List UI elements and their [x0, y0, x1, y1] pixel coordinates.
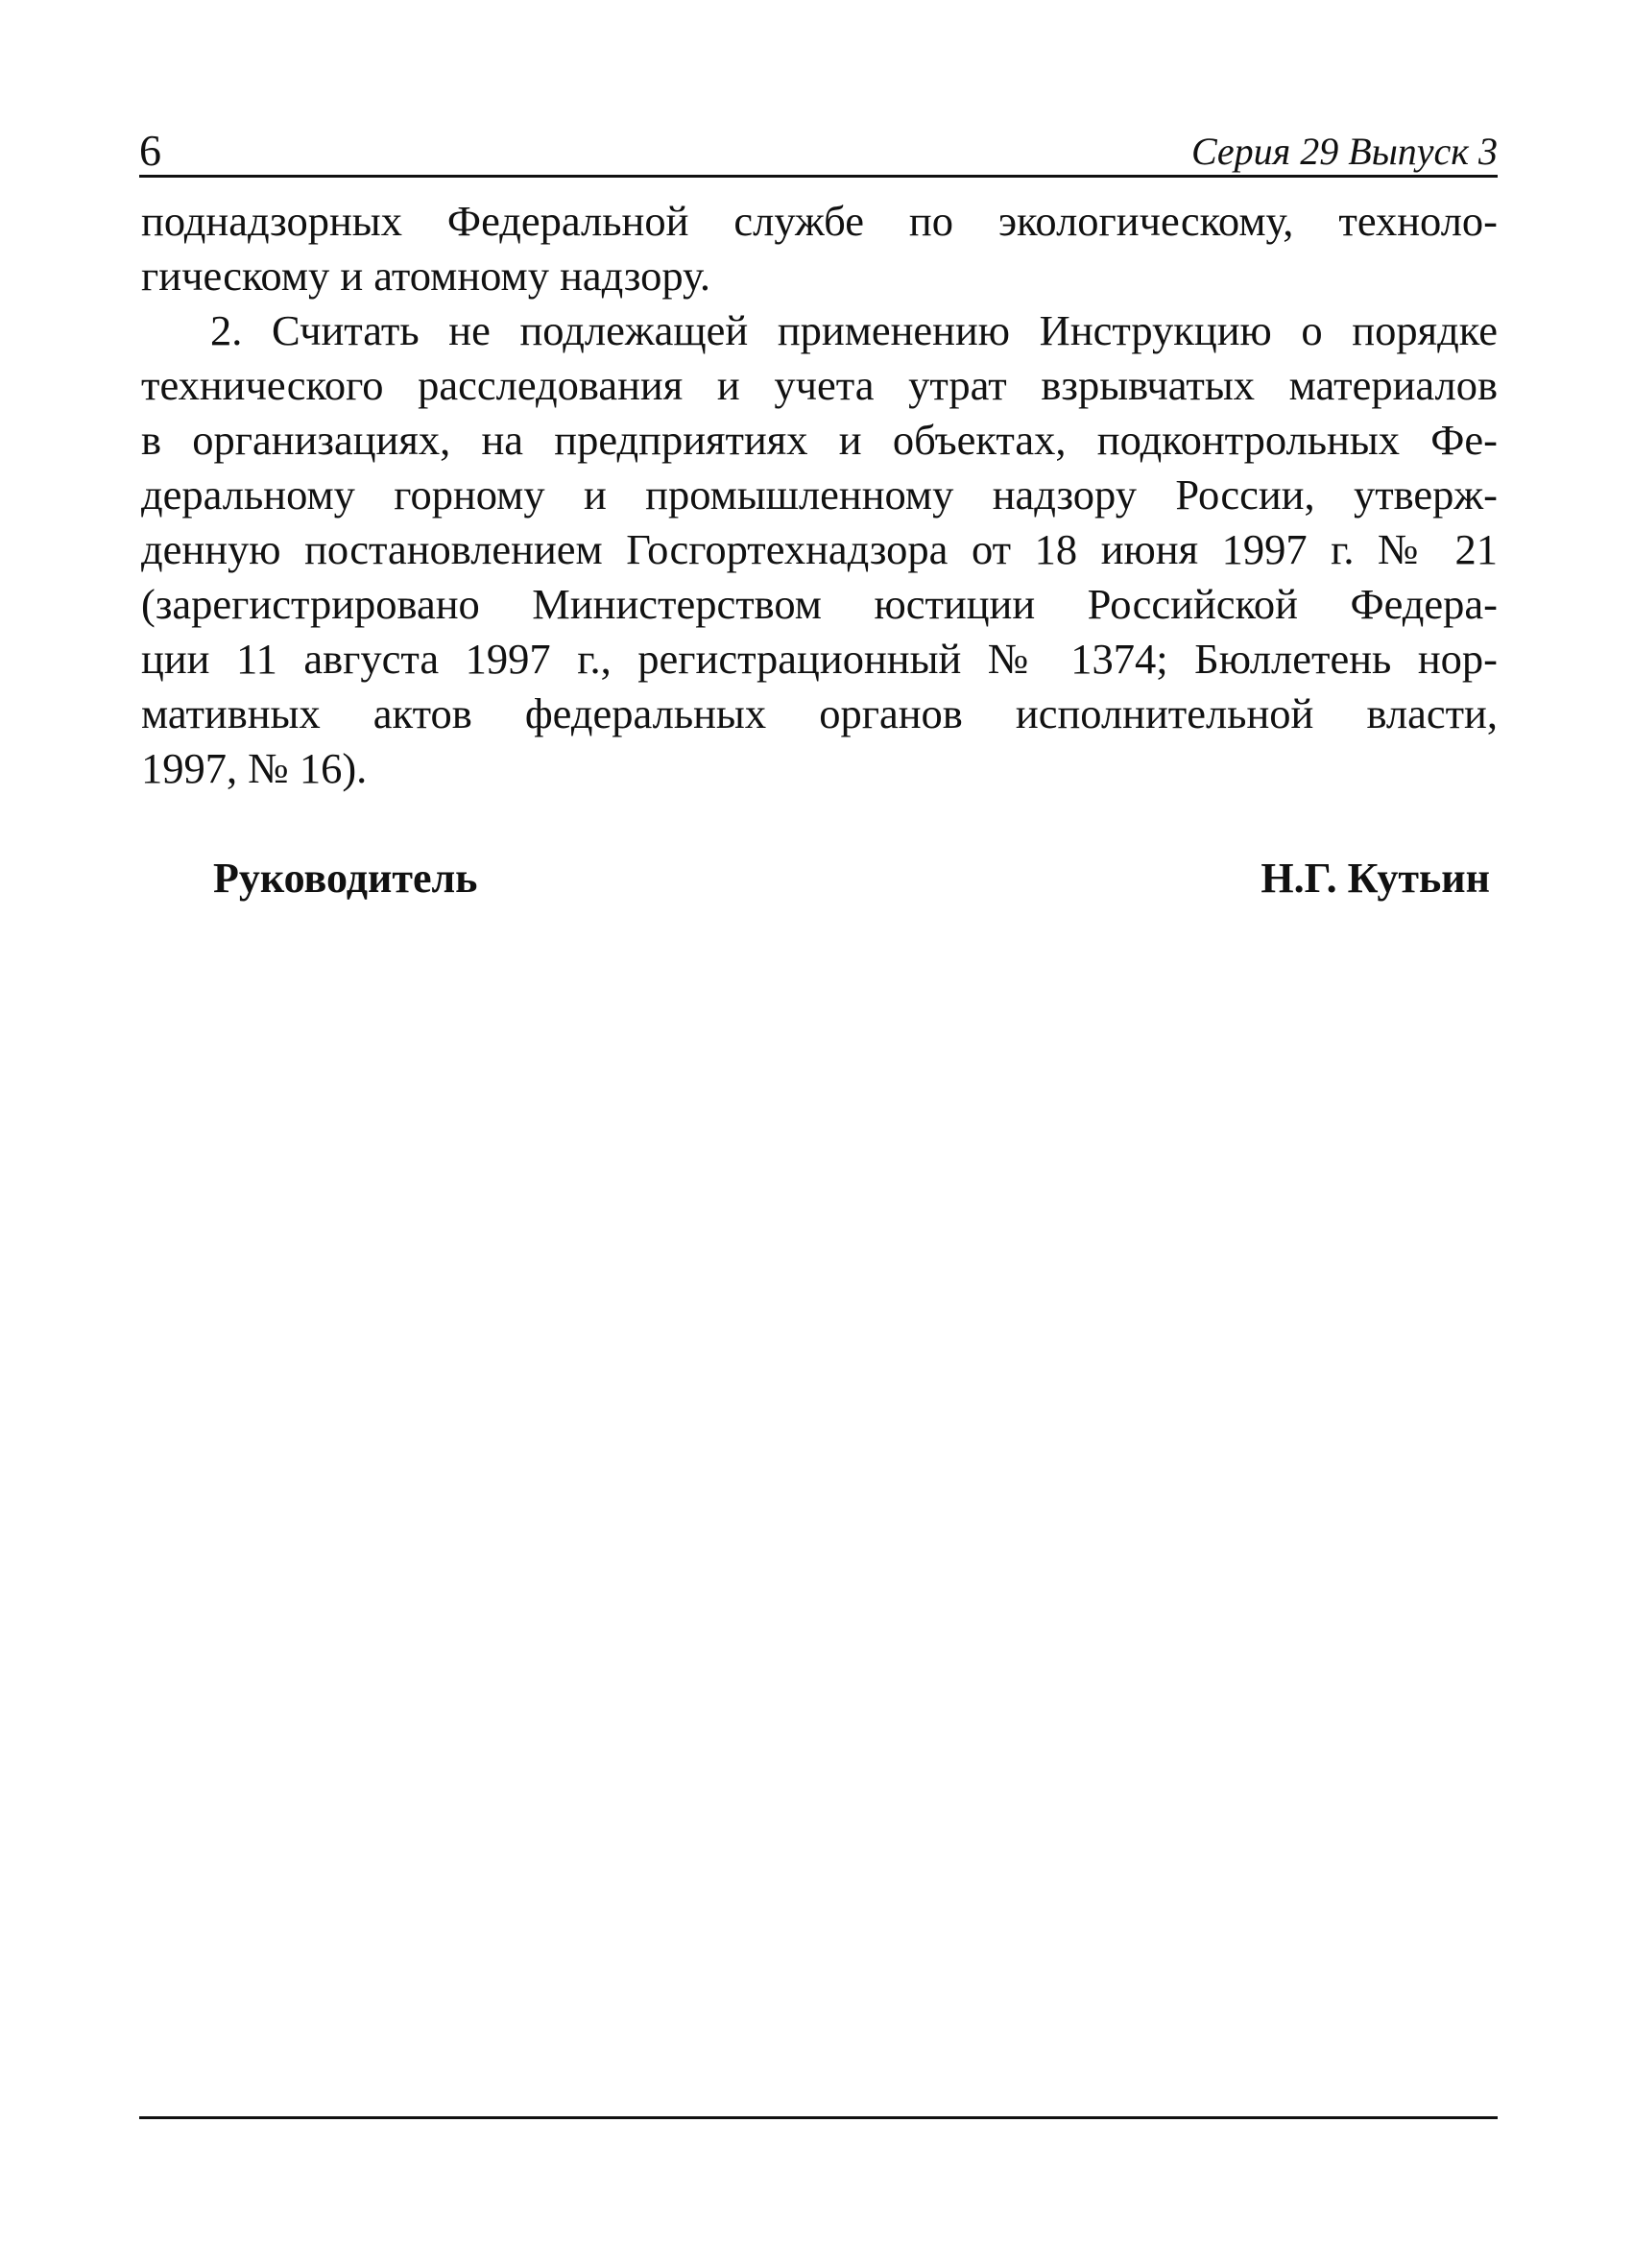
signatory-role: Руководитель: [213, 855, 478, 902]
page-number: 6: [139, 126, 161, 175]
signatory-name: Н.Г. Кутьин: [1261, 855, 1490, 902]
series-issue-label: Серия 29 Выпуск 3: [1190, 130, 1498, 173]
text-line: (зарегистрировано Министерством юстиции Российской Федера-: [141, 580, 1498, 628]
signature-block: [213, 845, 1498, 912]
text-line: гическому и атомному надзору.: [141, 252, 710, 300]
page-header: [139, 115, 1498, 178]
text-line: технического расследования и учета утрат взрывчатых материалов: [141, 361, 1498, 409]
text-line: ции 11 августа 1997 г., регистрационный № 1374; Бюллетень нор-: [141, 635, 1498, 683]
text-line: деральному горному и промышленному надзору России, утверж-: [141, 470, 1498, 519]
document-body: [141, 194, 1498, 796]
text-line: мативных актов федеральных органов исполнительной власти,: [141, 689, 1498, 737]
text-line: в организациях, на предприятиях и объектах, подконтрольных Фе-: [141, 416, 1498, 464]
text-line: поднадзорных Федеральной службе по экологическому, техноло-: [141, 197, 1498, 245]
text-line: денную постановлением Госгортехнадзора от 18 июня 1997 г. № 21: [141, 525, 1498, 573]
text-line: 2. Считать не подлежащей применению Инструкцию о порядке: [210, 306, 1498, 354]
text-line: 1997, № 16).: [141, 744, 368, 792]
footer-rule: [139, 2116, 1498, 2119]
